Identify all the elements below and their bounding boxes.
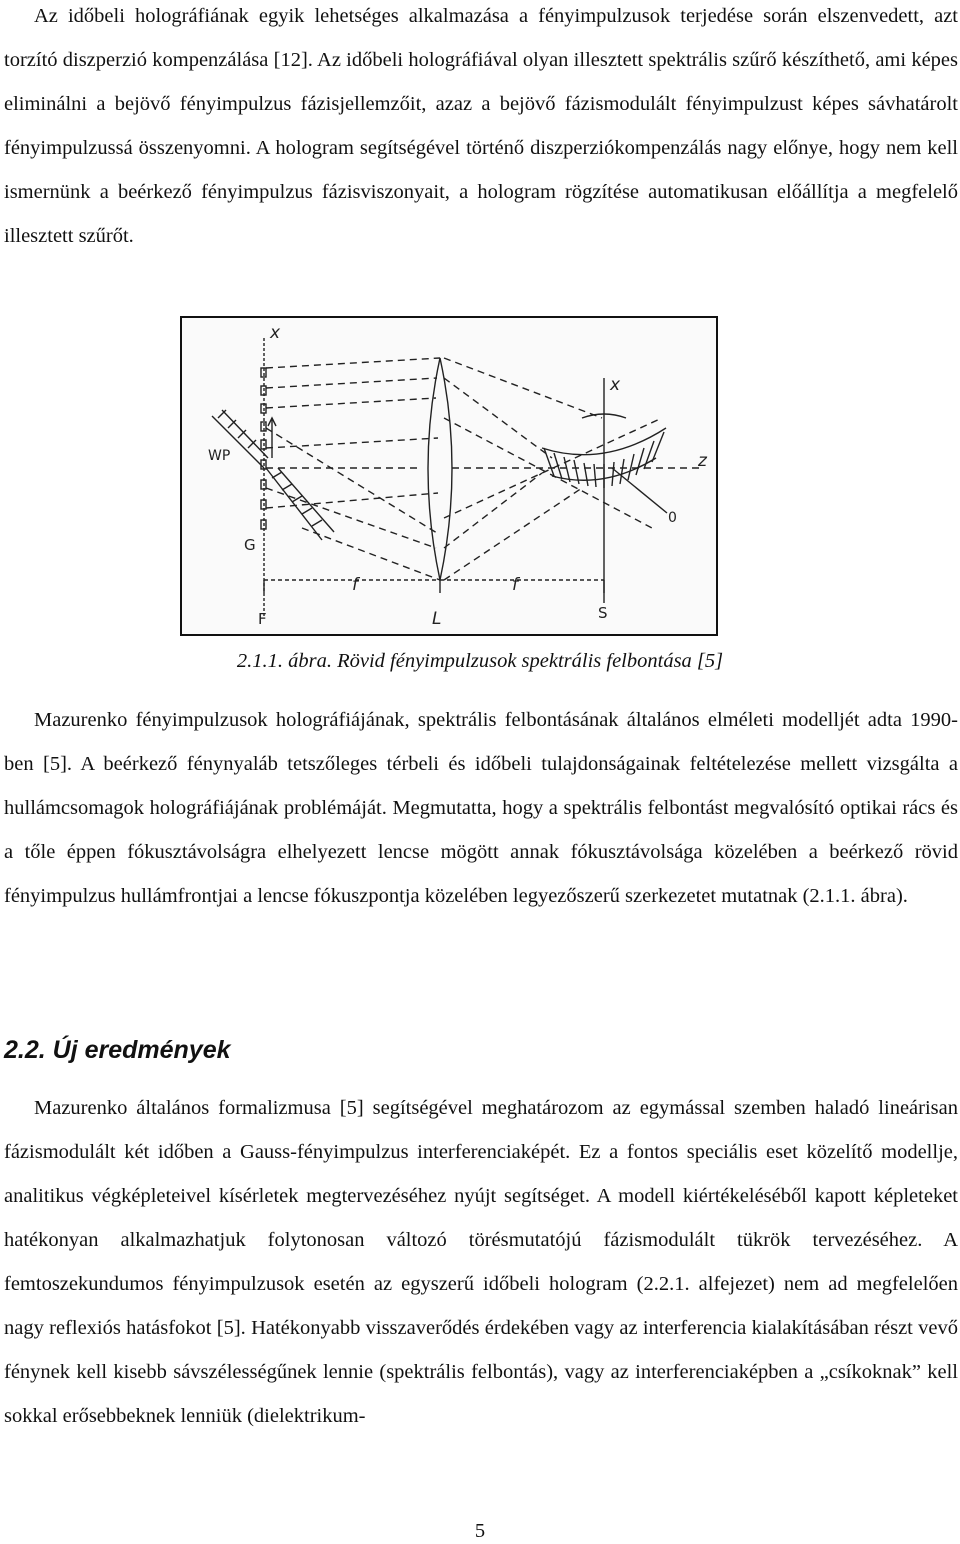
paragraph-new-results: Mazurenko általános formalizmusa [5] segítségével meghatározom az egymással szemben haladó lineárisan fázismodulált két időben a Gauss-fényimpulzus interferenciaképét. Ez a fontos speciális eset közelítő modellje, analitikus végképleteivel kísérletek megtervezéséhez nyújt segítséget. A modell kiértékeléséből kapott képleteket hatékonyan alkalmazhatjuk folytonosan változó törésmutatójú fázismodulált tükrök tervezéséhez. A femtoszekundumos fényimpulzusok esetén az egyszerű időbeli hologram (2.2.1. alfejezet) nem ad megfelelően nagy reflexiós hatásfokot [5]. Hatékonyabb visszaverődés érdekében vagy az interferencia kialakításában részt vevő fénynek kell kisebb sávszélességűnek lennie (spektrális felbontás), vagy az interferenciaképben a „csíkoknak” kell sokkal erősebbeknek lenniük (dielektrikum- <box>4 1097 958 1427</box>
figure-caption: 2.1.1. ábra. Rövid fényimpulzusok spektrális felbontása [5] <box>236 650 724 672</box>
page-number: 5 <box>474 1520 486 1542</box>
label-plane-s: S <box>598 604 608 622</box>
label-g: G <box>244 536 256 554</box>
label-wp: WP <box>208 448 231 464</box>
dimension-arrows <box>264 580 604 593</box>
paragraph-intro: Az időbeli holográfiának egyik lehetséges alkalmazása a fényimpulzusok terjedése során elszenvedett, azt torzító diszperzió kompenzálása [12]. Az időbeli holográfiával olyan illesztett spektrális szűrő készíthető, ami képes eliminálni a bejövő fényimpulzus fázisjellemzőit, azaz a bejövő fázismodulált fényimpulzust képes sávhatárolt fényimpulzussá összenyomni. A hologram segítségével történő diszperziókompenzálás nagy előnye, hogy nem kell ismernünk a beérkező fényimpulzus fázisviszonyait, a hologram rögzítése automatikusan előállítja a megfelelő illesztett szűrőt. <box>4 5 958 247</box>
section-heading <box>4 1036 231 1065</box>
optical-setup-diagram <box>182 318 716 634</box>
section-number: 2.2. <box>4 1036 46 1064</box>
label-plane-l: L <box>432 609 442 629</box>
label-zero: 0 <box>668 510 677 526</box>
label-f-left: f <box>352 575 358 595</box>
label-x-left: x <box>270 323 281 343</box>
paragraph-mazurenko-model: Mazurenko fényimpulzusok holográfiájának, spektrális felbontásának általános elméleti modelljét adta 1990-ben [5]. A beérkező fénynyaláb tetszőleges térbeli és időbeli tulajdonságainak feltételezése mellett vizsgálta a hullámcsomagok holográfiájának problémáját. Megmutatta, hogy a spektrális felbontást megvalósító optikai rács és a tőle éppen fókusztávolságra elhelyezett lencse mögött annak fókusztávolsága közelében a beérkező rövid fényimpulzus hullámfrontjai a lencse fókuszpontja közelében legyezőszerű szerkezetet mutatnak (2.1.1. ábra). <box>4 709 958 907</box>
section-title: Új eredmények <box>52 1036 231 1064</box>
label-f-right: f <box>512 575 518 595</box>
label-plane-f: F <box>258 610 267 628</box>
rays-to-lens <box>266 358 440 580</box>
lens-shape <box>428 358 452 580</box>
diffracted-bar <box>266 468 334 540</box>
label-x-right: x <box>610 375 621 395</box>
rays-to-focus <box>444 358 702 580</box>
label-z: z <box>698 451 707 471</box>
figure-spectral-decomposition <box>180 316 718 636</box>
